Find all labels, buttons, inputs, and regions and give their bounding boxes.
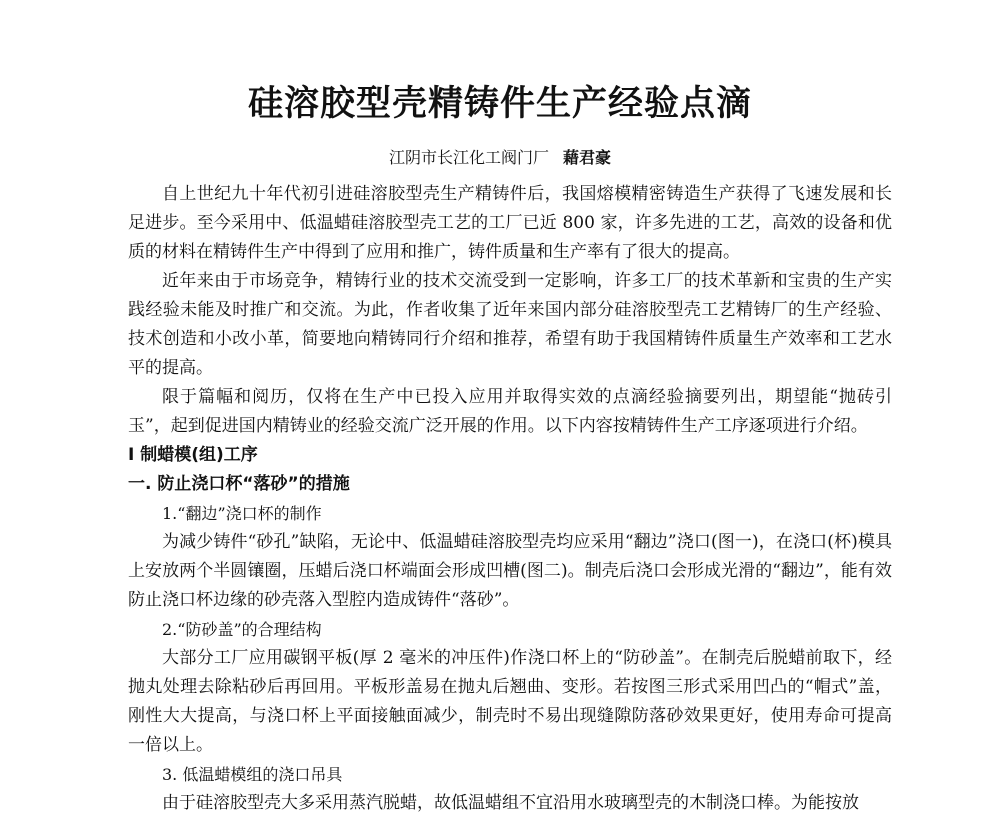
item-3-text: 由于硅溶胶型壳大多采用蒸汽脱蜡，故低温蜡组不宜沿用水玻璃型壳的木制浇口棒。为能按放 [162,793,859,813]
item-1-text: 为减少铸件“砂孔”缺陷，无论中、低温蜡硅溶胶型壳均应采用“翻边”浇口(图一)，在浇口(杯)模具上安放两个半圆镶圈，压蜡后浇口杯端面会形成凹槽(图二)。制壳后浇口会形成光滑的“翻边”，能有效防止浇口杯边缘的砂壳落入型腔内造成铸件“落砂”。 [128,532,892,610]
item-2-text: 大部分工厂应用碳钢平板(厚 2 毫米的冲压件)作浇口杯上的“防砂盖”。在制壳后脱蜡前取下，经抛丸处理去除粘砂后再回用。平板形盖易在抛丸后翘曲、变形。若按图三形式采用凹凸的“帽式”盖，刚性大大提高，与浇口杯上平面接触面减少，制壳时不易出现缝隙防落砂效果更好，使用寿命可提高一倍以上。 [128,648,892,755]
item-3-heading: 3. 低温蜡模组的浇口吊具 [162,765,343,784]
intro-paragraph-3: 限于篇幅和阅历，仅将在生产中已投入应用并取得实效的点滴经验摘要列出，期望能“抛砖引玉”，起到促进国内精铸业的经验交流广泛开展的作用。以下内容按精铸件生产工序逐项进行介绍。 [128,387,892,436]
author-name: 藉君豪 [563,148,612,167]
subsection-heading: 一. 防止浇口杯“落砂”的措施 [128,474,350,494]
article-body [128,180,892,818]
section-heading: Ⅰ 制蜡模(组)工序 [128,445,258,465]
article-title: 硅溶胶型壳精铸件生产经验点滴 [247,84,752,124]
item-1-heading: 1.“翻边”浇口杯的制作 [162,504,322,523]
intro-paragraph-1: 自上世纪九十年代初引进硅溶胶型壳生产精铸件后，我国熔模精密铸造生产获得了飞速发展和长足进步。至今采用中、低温蜡硅溶胶型壳工艺的工厂已近 800 家，许多先进的工艺，高效的设备和优质的材料在精铸件生产中得到了应用和推广，铸件质量和生产率有了很大的提高。 [128,184,892,262]
item-2-heading: 2.“防砂盖”的合理结构 [162,620,322,639]
affiliation: 江阴市长江化工阀门厂 [388,148,549,167]
byline [0,145,1000,168]
intro-paragraph-2: 近年来由于市场竞争，精铸行业的技术交流受到一定影响，许多工厂的技术革新和宝贵的生产实践经验未能及时推广和交流。为此，作者收集了近年来国内部分硅溶胶型壳工艺精铸厂的生产经验、技术创造和小改小革，简要地向精铸同行介绍和推荐，希望有助于我国精铸件质量生产效率和工艺水平的提高。 [128,271,892,378]
